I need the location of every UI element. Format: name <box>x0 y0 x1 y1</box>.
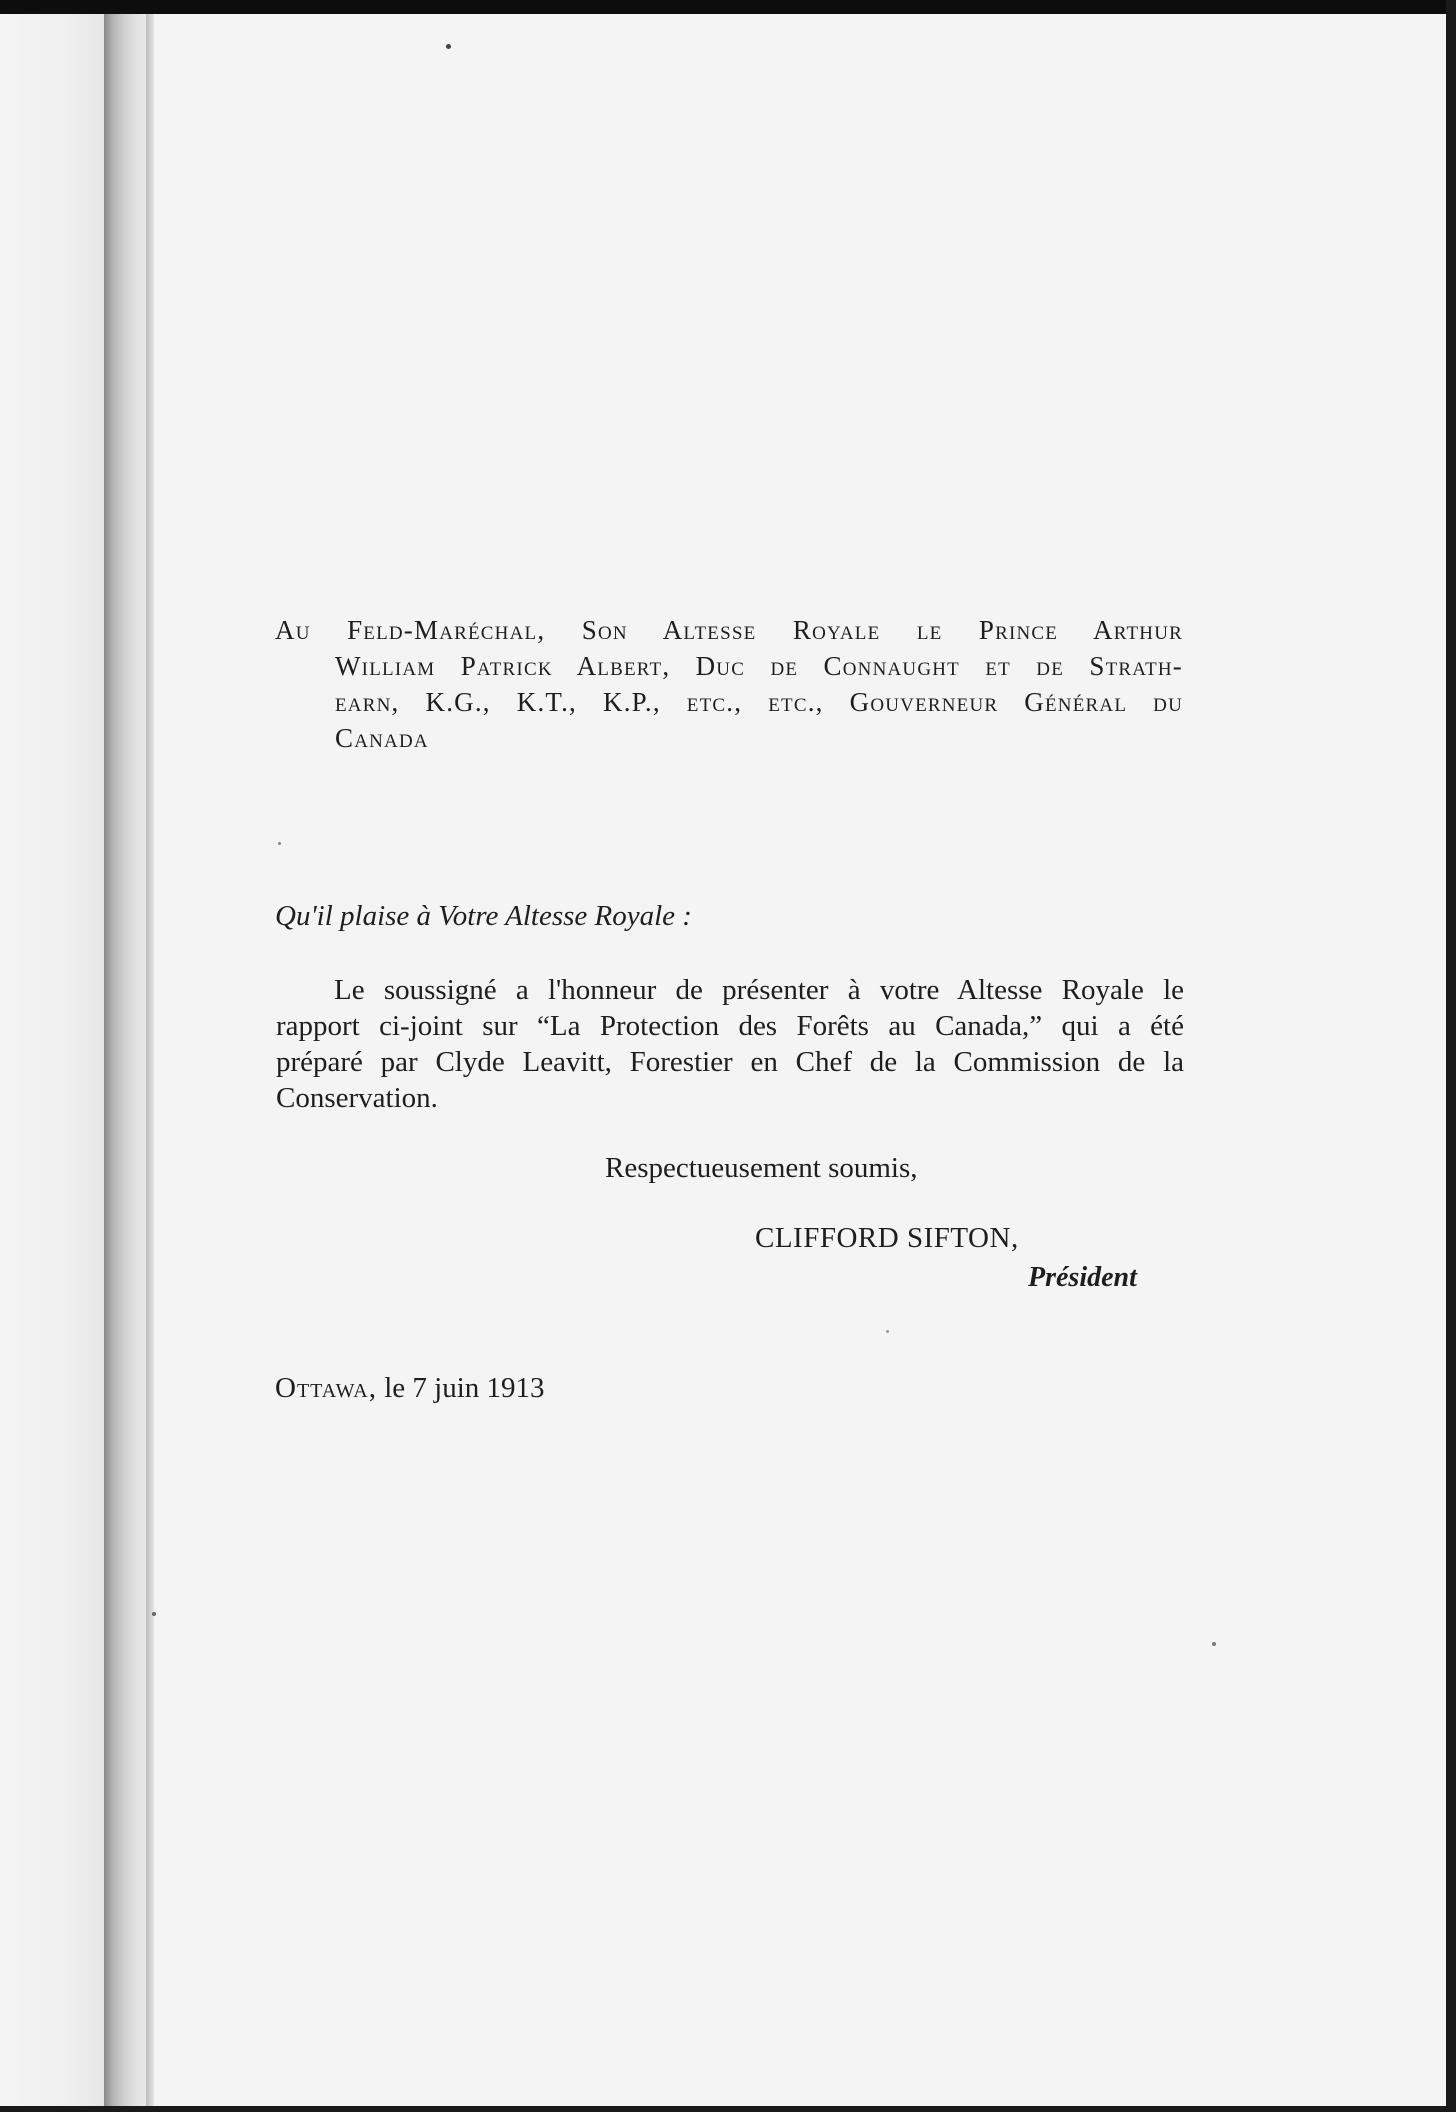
dateline <box>275 1372 545 1405</box>
body-line-3: préparé par Clyde Leavitt, Forestier en Chef de la Commission de la <box>276 1046 1184 1078</box>
paper-speck <box>278 842 281 845</box>
dateline-place: Ottawa, <box>275 1372 377 1404</box>
dateline-date: le 7 juin 1913 <box>384 1372 545 1404</box>
paper-speck <box>886 1330 889 1333</box>
paper-speck <box>446 44 451 49</box>
paper-speck <box>1212 1642 1216 1646</box>
letter-body <box>276 972 1184 1116</box>
address-line-2: William Patrick Albert, Duc de Connaught et de Strath- <box>335 651 1183 681</box>
signatory-title: Président <box>1028 1262 1137 1293</box>
salutation: Qu'il plaise à Votre Altesse Royale : <box>275 900 692 932</box>
signatory-name: CLIFFORD SIFTON, <box>755 1222 1019 1254</box>
dedication-address <box>275 612 1183 756</box>
body-line-2: rapport ci-joint sur “La Protection des Forêts au Canada,” qui a été <box>276 1010 1184 1042</box>
page-fold-shadow <box>146 10 154 2112</box>
address-line-3: earn, K.G., K.T., K.P., etc., etc., Gouverneur Général du <box>335 687 1183 717</box>
facing-page-edge <box>0 10 104 2112</box>
scan-border-right <box>1446 0 1456 2112</box>
scan-border-top <box>0 0 1456 14</box>
address-line-1: Au Feld-Maréchal, Son Altesse Royale le Prince Arthur <box>275 615 1183 645</box>
body-line-4: Conservation. <box>276 1082 438 1114</box>
paper-speck <box>152 1612 156 1616</box>
scan-border-bottom <box>0 2106 1456 2112</box>
address-line-4: Canada <box>335 723 429 753</box>
body-line-1: Le soussigné a l'honneur de présenter à votre Altesse Royale le <box>334 974 1184 1006</box>
closing-phrase: Respectueusement soumis, <box>605 1152 918 1184</box>
